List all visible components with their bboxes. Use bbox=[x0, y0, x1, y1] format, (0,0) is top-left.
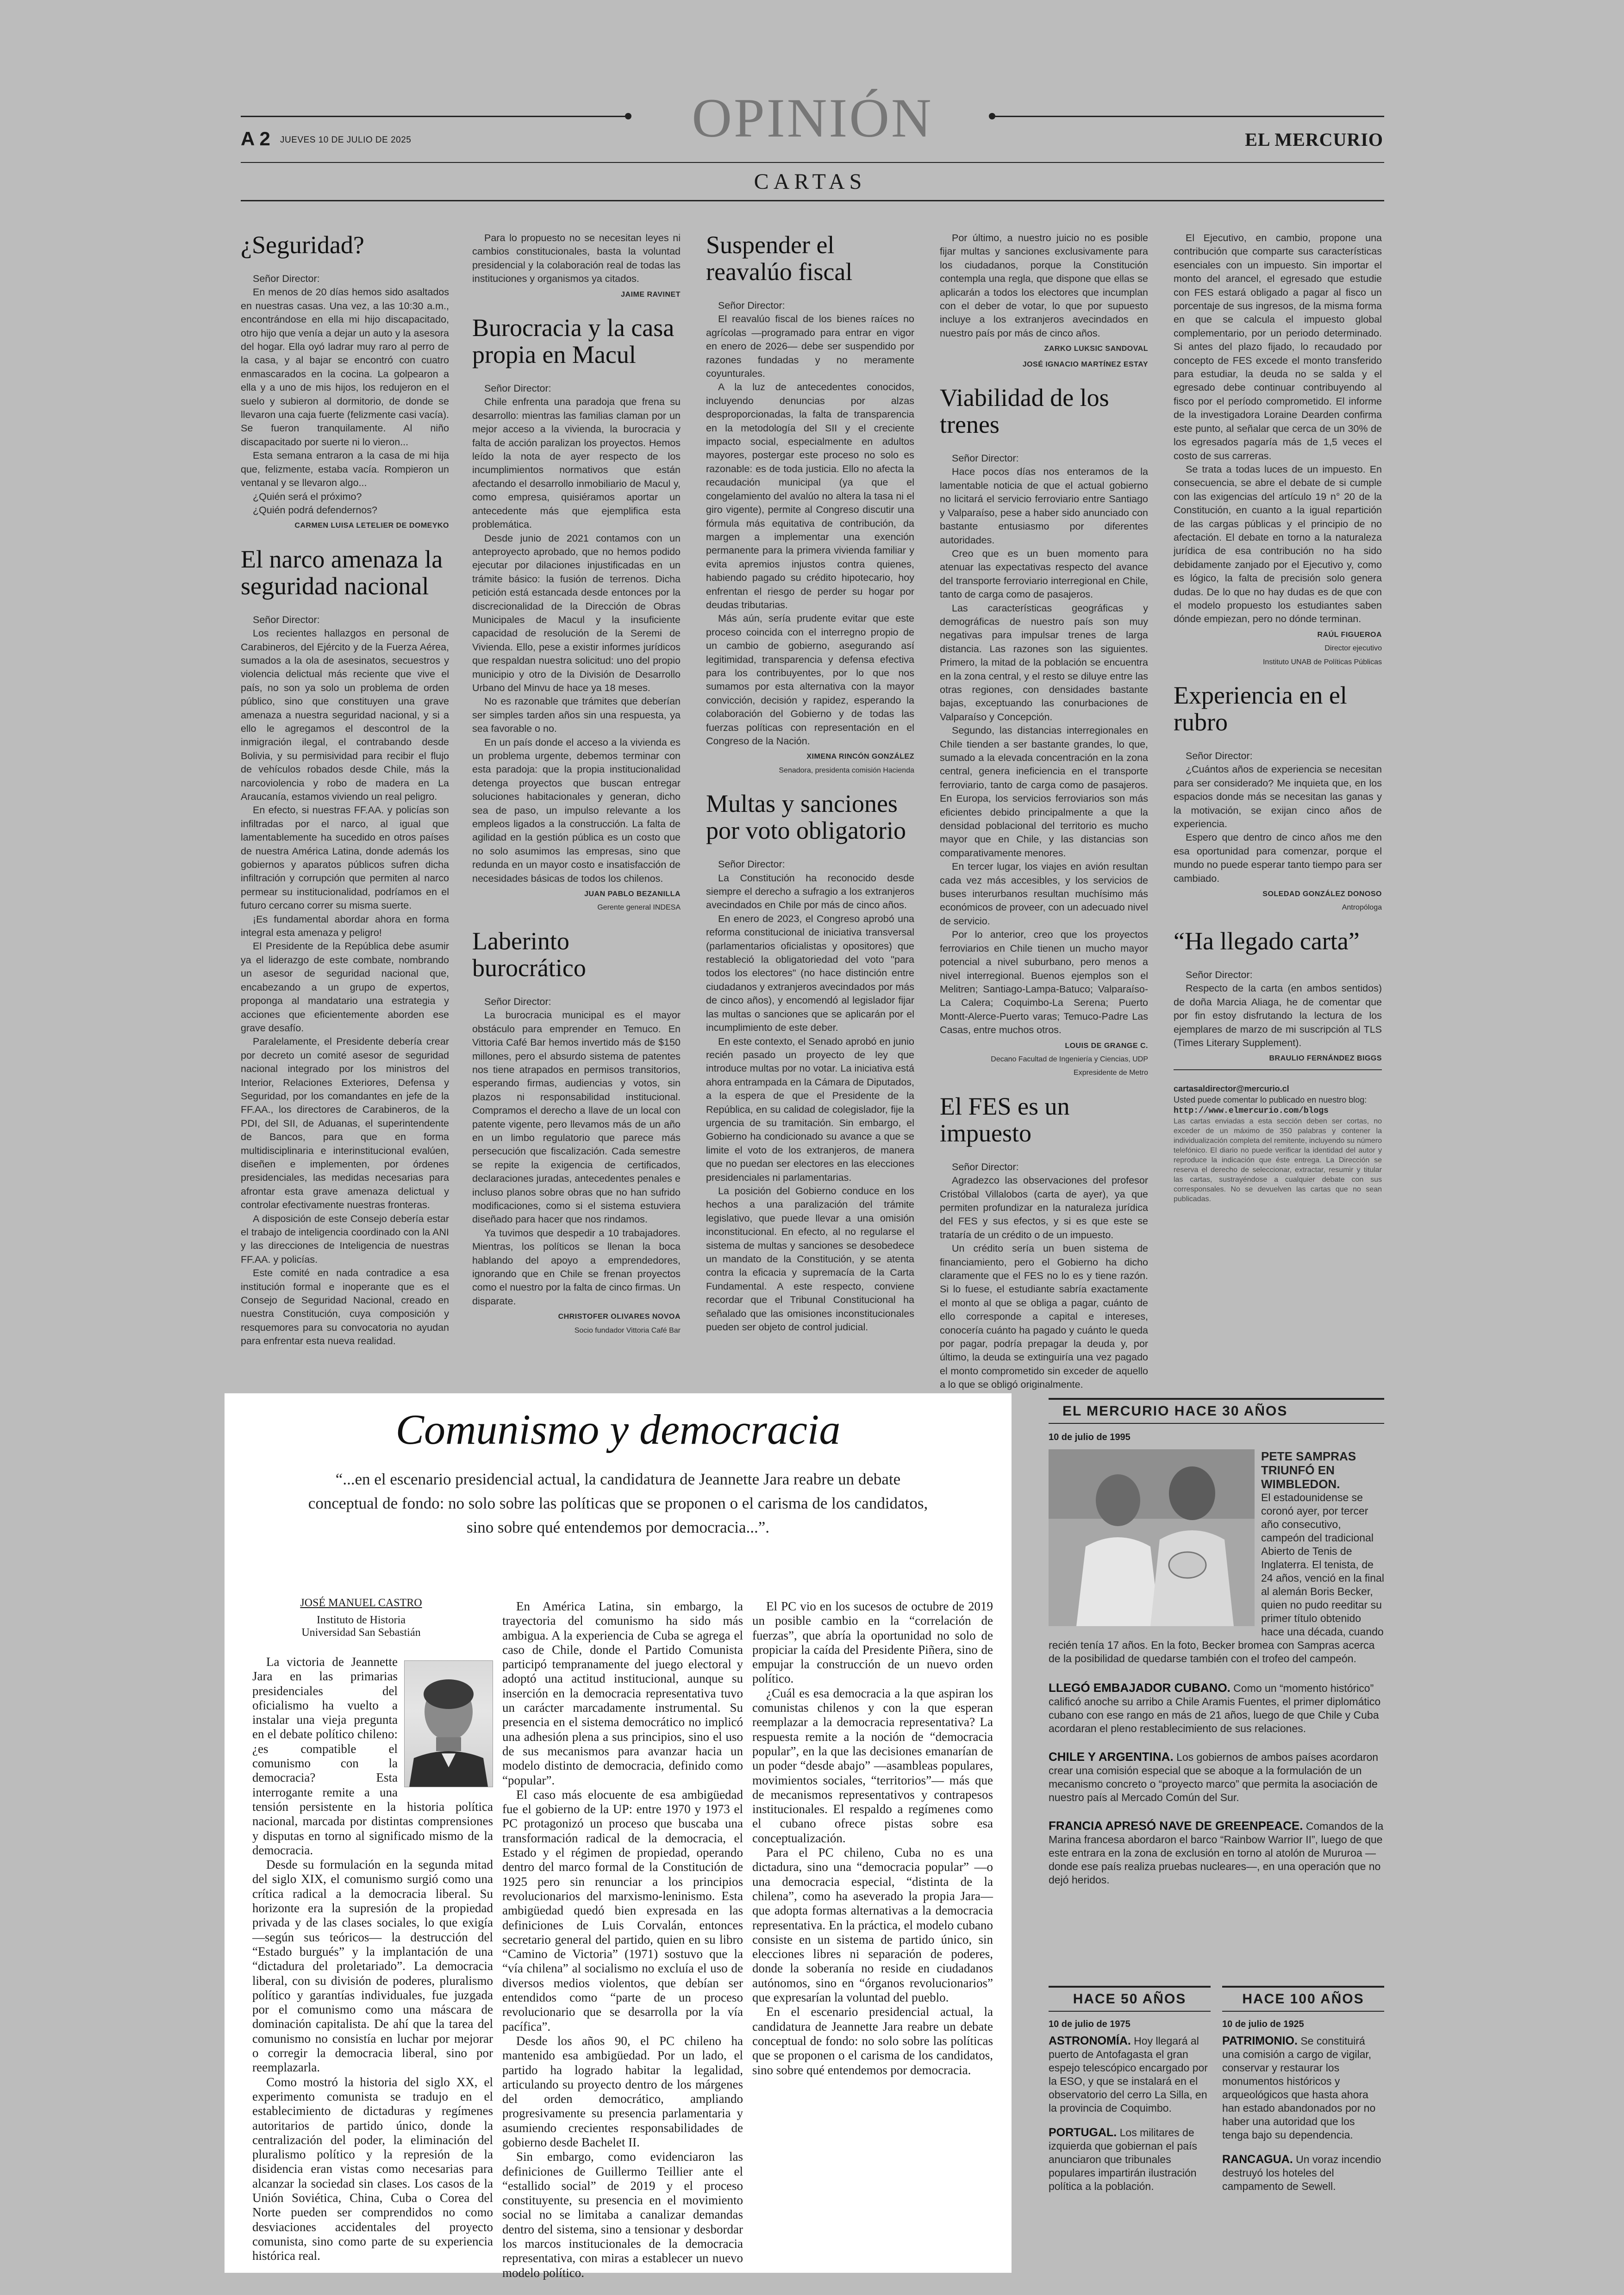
salutation: Señor Director: bbox=[1186, 750, 1253, 761]
letter-paragraph: En tercer lugar, los viajes en avión resultan cada vez más accesibles, y los servicios de buses interurbanos resultan muchísimo más económicos de proveer, con un adecuado nivel de servicio. bbox=[940, 861, 1148, 927]
letter-paragraph: A disposición de este Consejo debería estar el trabajo de inteligencia coordinado con la ANI y las direcciones de Inteligencia de nuestras FF.AA. y policías. bbox=[241, 1213, 449, 1265]
hace-30-header: EL MERCURIO HACE 30 AÑOS bbox=[1049, 1398, 1384, 1424]
letter-paragraph: Desde junio de 2021 contamos con un anteproyecto aprobado, que no hemos podido ejecutar por dilaciones injustificadas en un trámite básico: la fusión de terrenos. Dicha petición está estancada desde entonces por la discrecionalidad de la Dirección de Obras Municipales de Macul y la insuficiente capacidad de resolución de la Seremi de Vivienda. Ello, pese a existir informes jurídicos que respaldan nuestra solicitud: uno del propio municipio y otro de la División de Desarrollo Urbano del Minvu de hace ya 18 meses. bbox=[472, 532, 681, 693]
essay-paragraph: El PC vio en los sucesos de octubre de 2019 un posible cambio en la “correlación de fuerzas”, que abría la oportunidad no solo de propiciar la caída del Presidente Piñera, sino de empujar la construcción de un nuevo orden político. bbox=[752, 1599, 993, 1686]
letter-signer-role: Instituto UNAB de Políticas Públicas bbox=[1262, 658, 1382, 666]
hace-100-header: HACE 100 AÑOS bbox=[1222, 1986, 1384, 2012]
essay-byline bbox=[252, 1597, 470, 1639]
letter-signature: CARMEN LUISA LETELIER DE DOMEYKO bbox=[294, 522, 449, 530]
essay-column-2 bbox=[502, 1599, 743, 2280]
news-headline: PATRIMONIO. bbox=[1222, 2034, 1298, 2047]
hace-30-item bbox=[1049, 1750, 1384, 1804]
letter-paragraph: Agradezco las observaciones del profesor Cristóbal Villalobos (carta de ayer), ya que permiten profundizar en la naturaleza jurídica del FES y sus efectos, y si es que este se trataría de un crédito o de un impuesto. bbox=[940, 1175, 1148, 1241]
letter-signature: SOLEDAD GONZÁLEZ DONOSO bbox=[1262, 890, 1382, 898]
letter-paragraph: Segundo, las distancias interregionales en Chile tienden a ser bastante grandes, lo que, sumado a la elevada concentración en la zona central, genera ineficiencia en el transporte ferroviario, tanto de carga como de pasajeros. En Europa, los servicios ferroviarios son más eficientes debido principalmente a que la densidad poblacional del territorio es mucho mayor que en Chile, y las distancias son comparativamente menores. bbox=[940, 725, 1148, 859]
essay-paragraph: Desde los años 90, el PC chileno ha mantenido esa ambigüedad. Por un lado, el partido ha logrado habitar la legalidad, articulando su proyecto dentro de los márgenes del orden democrático, ampliando progresivamente su presencia parlamentaria y asumiendo crecientes responsabilidades de gobierno desde Bachelet II. bbox=[502, 2033, 743, 2149]
subsection-title: CARTAS bbox=[754, 169, 867, 194]
news-text: Los gobiernos de ambos países acordaron crear una comisión especial que se aboque a la formulación de un mecanismo concreto o “proyecto marco” que permita la asociación de nuestro país al Mercado Común del Sur. bbox=[1049, 1751, 1379, 1803]
letter-paragraph: Para lo propuesto no se necesitan leyes ni cambios constitucionales, basta la voluntad presidencial y la colaboración real de todas las instituciones y organismos ya citados. bbox=[472, 232, 681, 285]
letter-signer-role: Socio fundador Vittoria Café Bar bbox=[574, 1326, 681, 1335]
essay-paragraph: Como mostró la historia del siglo XX, el experimento comunista se tradujo en el establecimiento de dictaduras y regímenes autoritarios de partido único, donde la centralización del poder, la eliminación del pluralismo político y la represión de la disidencia eran vistas como necesarias para alcanzar la sociedad sin clases. Los casos de la Unión Soviética, China, Cuba o Corea del Norte pueden ser comprendidos no como desviaciones accidentales del proyecto comunista, sino como parte de su experiencia histórica real. bbox=[252, 2075, 493, 2263]
essay-column-1 bbox=[252, 1655, 493, 2266]
letter-signature: JOSÉ IGNACIO MARTÍNEZ ESTAY bbox=[1022, 360, 1148, 368]
letter-signer-role: Decano Facultad de Ingeniería y Ciencias, UDP bbox=[991, 1055, 1148, 1063]
hace-100-section bbox=[1222, 1986, 1384, 2273]
letter-fes-continued bbox=[1174, 231, 1382, 669]
letter-paragraph: En enero de 2023, el Congreso aprobó una reforma constitucional de iniciativa transversal (parlamentarios oficialistas y opositores) que restableció la obligatoriedad del voto "para todos los electores" (no hace distinción entre ciudadanos y extranjeros avecindados por más de cinco años), y encomendó al legislador fijar las multas o sanciones que se aplicarán por el incumplimiento de este deber. bbox=[706, 913, 914, 1034]
letter-paragraph: El Presidente de la República debe asumir ya el liderazgo de este combate, nombrando un asesor de seguridad nacional que, encabezando a un grupo de expertos, proponga al mandatario una estrategia y acciones que eficientemente aborden ese grave desafío. bbox=[241, 941, 449, 1034]
letter-seguridad bbox=[241, 231, 449, 533]
letter-paragraph: Los recientes hallazgos en personal de Carabineros, del Ejército y de la Fuerza Aérea, sumados a la ola de asesinatos, secuestros y violencia delictual más reciente que vive el país, no son ya solo un problema de orden público, sino que constituyen una grave amenaza a nuestra seguridad nacional, y si a ello le agregamos el descontrol de la inmigración ilegal, el contrabando desde Bolivia, y su permisividad para recibir el flujo de vehículos robados desde Chile, más la narcoviolencia y robo de madera en La Araucanía, estamos viviendo un real peligro. bbox=[241, 628, 449, 802]
letter-trenes bbox=[940, 384, 1148, 1080]
news-text: Hoy llegará al puerto de Antofagasta el gran espejo telescópico encargado por la ESO, y que se instalará en el observatorio del cerro La Silla, en la provincia de Coquimbo. bbox=[1049, 2035, 1208, 2114]
letter-signature: LOUIS DE GRANGE C. bbox=[1065, 1041, 1148, 1050]
letter-llegado bbox=[1174, 928, 1382, 1070]
letter-title: Viabilidad de los trenes bbox=[940, 384, 1109, 439]
hace-30-item bbox=[1049, 1449, 1384, 1665]
letters-column-5 bbox=[1174, 231, 1382, 1389]
news-headline: PORTUGAL. bbox=[1049, 2126, 1117, 2139]
news-headline: ASTRONOMÍA. bbox=[1049, 2034, 1131, 2047]
letter-paragraph: La posición del Gobierno conduce en los hechos a una paralización del trámite legislativo, que puede llevar a una omisión inconstitucional. En efecto, al no regularse el sistema de multas y sanciones se desobedece un mandato de la Constitución, y se atenta contra la eficacia y supremacía de la Carta Fundamental. A este respecto, conviene recordar que el Tribunal Constitucional ha señalado que las omisiones inconstitucionales pueden ser objeto de control judicial. bbox=[706, 1185, 914, 1333]
contact-box bbox=[1174, 1083, 1382, 1204]
letters-column-3 bbox=[706, 231, 914, 1389]
cartas-rule-top bbox=[241, 162, 1384, 163]
news-headline: PETE SAMPRAS TRIUNFÓ EN WIMBLEDON. bbox=[1261, 1449, 1356, 1491]
letter-paragraph: Este comité en nada contradice a esa institución formal e inoperante que es el Consejo de Seguridad Nacional, creado en nuestra Constitución, cuya composición y resquemores para su convocatoria no ayudan para enfrentar esta nueva realidad. bbox=[241, 1267, 449, 1347]
letter-experiencia bbox=[1174, 682, 1382, 915]
letter-paragraph: ¿Quién podrá defendernos? bbox=[253, 504, 377, 516]
letter-paragraph: ¡Es fundamental abordar ahora en forma integral esta amenaza y peligro! bbox=[241, 913, 449, 939]
letter-title: “Ha llegado carta” bbox=[1174, 927, 1360, 955]
letter-signature: CHRISTOFER OLIVARES NOVOA bbox=[558, 1313, 681, 1321]
news-photo bbox=[1049, 1449, 1255, 1626]
letter-paragraph: Ya tuvimos que despedir a 10 trabajadores. Mientras, los políticos se llenan la boca hablando del apoyo a emprendedores, ignorando que en Chile se frenan proyectos como el nuestro por la falta de cinco firmas. Un disparate. bbox=[472, 1227, 681, 1307]
hace-30-item bbox=[1049, 1819, 1384, 1887]
letter-paragraph: Por lo anterior, creo que los proyectos ferroviarios en Chile tienen un mucho mayor potencial a nivel suburbano, pero menos a nivel interregional. Buenos ejemplos son el Melitren; Santiago-Lampa-Batuco; Valparaíso-La Calera; Coquimbo-La Serena; Puerto Montt-Alerce-Puerto varas; Temuco-Padre Las Casas, entre muchos otros. bbox=[940, 929, 1148, 1036]
essay-paragraph: Desde su formulación en la segunda mitad del siglo XIX, el comunismo surgió como una crítica radical a la democracia liberal. Su horizonte era la supresión de la propiedad privada y de las clases sociales, lo que exigía —según sus teóricos— la destrucción del “Estado burgués” y la implantación de una “dictadura del proletariado”. La democracia liberal, con su división de poderes, pluralismo político y garantías individuales, fue juzgada por el comunismo como una máscara de dominación capitalista. De ahí que la tarea del comunismo no consistía en luchar por mejorar o corregir la democracia liberal, sino por reemplazarla. bbox=[252, 1858, 493, 2075]
salutation: Señor Director: bbox=[952, 453, 1019, 464]
letter-paragraph: Por último, a nuestro juicio no es posible fijar multas y sanciones exclusivamente para los ciudadanos, porque la Constitución contempla una regla, que dispone que ellas se aplicarán a todos los electores que incumplan con el deber de votar, lo que por supuesto incluye a los extranjeros avecindados en nuestro país por más de cinco años. bbox=[940, 232, 1148, 339]
letter-signer-role: Expresidente de Metro bbox=[1074, 1069, 1148, 1077]
letter-paragraph: Chile enfrenta una paradoja que frena su desarrollo: mientras las familias claman por un mejor acceso a la vivienda, la burocracia y falta de acción paralizan los proyectos. Hemos leído la nota de ayer respecto de los incumplimientos normativos que están afectando el desarrollo inmobiliario de Macul y, como empresa, quisiéramos aportar un antecedente más que ejemplifica esta problemática. bbox=[472, 396, 681, 530]
salutation: Señor Director: bbox=[718, 300, 785, 311]
letter-paragraph: Se trata a todas luces de un impuesto. En consecuencia, se abre el debate de si cumple con las exigencias del artículo 19 n° 20 de la Constitución, en cuanto a la igual repartición de las cargas públicas y el principio de no afectación. El debate en torno a la naturaleza jurídica de esa contribución no ha sido debidamente zanjado por el Ejecutivo y, como es lógico, la falta de precisión solo genera dudas. De lo que no hay dudas es de que con el modelo propuesto los estudiantes saben dónde empiezan, pero no dónde terminan. bbox=[1174, 463, 1382, 625]
news-text: Los militares de izquierda que gobiernan el país anunciaron que tribunales populares impartirán ilustración política a la población. bbox=[1049, 2127, 1197, 2192]
essay-paragraph: ¿Cuál es esa democracia a la que aspiran los comunistas chilenos y con la que esperan reemplazar a la democracia representativa? La respuesta remite a la noción de “democracia popular”, en la que las decisiones emanarían de un poder “desde abajo” —asambleas populares, movimientos sociales, “territorios”— más que de mecanismos representativos y contrapesos institucionales. El respaldo a regímenes como el cubano ofrece pistas sobre esa conceptualización. bbox=[752, 1686, 993, 1845]
essay-paragraph: Para el PC chileno, Cuba no es una dictadura, sino una “democracia popular” —o una democracia especial, “distinta de la chilena”, como ha aseverado la propia Jara— que adopta formas alternativas a la democracia representativa. En la práctica, el modelo cubano consiste en un sistema de partido único, sin elecciones libres ni separación de poderes, donde la soberanía no reside en ciudadanos autónomos, sino en “órganos revolucionarios” que expresarían la voluntad del pueblo. bbox=[752, 1846, 993, 2005]
news-text: Comandos de la Marina francesa abordaron el barco “Rainbow Warrior II”, luego de que este entrara en la zona de exclusión en torno al atolón de Mururoa —donde ese país realiza pruebas nucleares—, en una operación que no dejó heridos. bbox=[1049, 1820, 1384, 1886]
letter-title: Laberinto burocrático bbox=[472, 927, 586, 982]
letter-paragraph: A la luz de antecedentes conocidos, incluyendo denuncias por alzas desproporcionadas, la falta de transparencia en la metodología del SII y el creciente impacto social, especialmente en adultos mayores, postergar este proceso no solo es razonable: es de toda justicia. Ello no afecta la recaudación municipal (ya que el congelamiento del avalúo no altera la tasa ni el giro vigente), permite al Congreso discutir una fórmula más equitativa de contribución, da margen a implementar una exención permanente para la primera vivienda familiar y evita apremios injustos contra quienes, habiendo pagado su crédito hipotecario, hoy enfrentan el riesgo de perder su hogar por deudas tributarias. bbox=[706, 381, 914, 611]
salutation: Señor Director: bbox=[484, 383, 551, 394]
letter-signature: JUAN PABLO BEZANILLA bbox=[584, 890, 681, 898]
letters-column-4 bbox=[940, 231, 1148, 1389]
letter-paragraph: La burocracia municipal es el mayor obstáculo para emprender en Temuco. En Vittoria Café Bar hemos invertido más de $150 millones, pero el absurdo sistema de patentes nos tiene atrapados en permisos transitorios, esperando firmas, audiencias y votos, sin plazos ni responsabilidad institucional. Compramos el derecho a llave de un local con patente vigente, pero llevamos más de un año en un limbo regulatorio que parece más persecución que fiscalización. Cada semestre se repite la exigencia de certificados, declaraciones juradas, antecedentes penales e incluso planos sobre obras que no han sufrido modificaciones, como si el sistema estuviera diseñado para hacer que nos rindamos. bbox=[472, 1010, 681, 1225]
hace-30-item bbox=[1049, 1681, 1384, 1735]
section-title: OPINIÓN bbox=[692, 87, 933, 149]
essay-affiliation: Instituto de Historia bbox=[317, 1614, 406, 1626]
letter-signer-role: Antropóloga bbox=[1342, 904, 1382, 912]
news-text: Se constituirá una comisión a cargo de vigilar, conservar y restaurar los monumentos históricos y arqueológicos que hasta ahora han estado abandonados por no haber una autoridad que los tenga bajo su dependencia. bbox=[1222, 2035, 1376, 2141]
letter-paragraph: Un crédito sería un buen sistema de financiamiento, pero el Gobierno ha dicho claramente que el FES no lo es y tiene razón. Si lo fuese, el estudiante sabría exactamente el monto al que se obliga a pagar, cuánto de ello corresponde a capital e intereses, conocería cuánto ha pagado y cuánto le queda por pagar, podría prepagar la deuda y, por último, la deuda se extinguiría una vez pagado el monto comprometido sin exceder de aquello a lo que se obligó originalmente. bbox=[940, 1243, 1148, 1391]
contact-notice: Las cartas enviadas a esta sección deben ser cortas, no exceder de un máximo de 350 palabras y contener la individualización completa del remitente, incluyendo su número telefónico. El diario no puede verificar la identidad del autor y reproduce la indicación que éste entrega. La Dirección se reserva el derecho de seleccionar, extractar, resumir y titular las cartas, sustrayéndose a cualquier debate con sus corresponsales. No se devuelven las cartas que no sean publicadas. bbox=[1174, 1117, 1382, 1203]
header-rule-right bbox=[993, 116, 1384, 117]
letter-paragraph: Respecto de la carta (en ambos sentidos) de doña Marcia Aliaga, he de comentar que por fin estoy disfrutando la lectura de los ejemplares de marzo de mi suscripción al TLS (Times Literary Supplement). bbox=[1174, 983, 1382, 1048]
news-headline: LLEGÓ EMBAJADOR CUBANO. bbox=[1049, 1681, 1230, 1695]
letter-paragraph: En efecto, si nuestras FF.AA. y policías son infiltradas por el narco, al igual que lamentablemente ha sucedido en otros países de nuestra América Latina, donde además los gobiernos y aparatos públicos sufren dicha infiltración y corrupción que permiten al narco permear su institucionalidad, podríamos en el futuro cercano correr su misma suerte. bbox=[241, 804, 449, 911]
page-number: A 2 bbox=[241, 128, 270, 150]
salutation: Señor Director: bbox=[253, 614, 320, 625]
hace-50-section bbox=[1049, 1986, 1211, 2273]
cartas-rule-bottom bbox=[241, 200, 1384, 201]
essay-title: Comunismo y democracia bbox=[395, 1406, 841, 1453]
rule-dot-left bbox=[625, 113, 631, 119]
letter-signature: BRAULIO FERNÁNDEZ BIGGS bbox=[1174, 1052, 1382, 1070]
letter-title: Suspender el reavalúo fiscal bbox=[706, 231, 853, 286]
letter-signature: ZARKO LUKSIC SANDOVAL bbox=[1044, 345, 1148, 353]
letters-column-2 bbox=[472, 231, 681, 1389]
author-photo bbox=[404, 1660, 493, 1787]
essay-paragraph: En América Latina, sin embargo, la trayectoria del comunismo ha sido más ambigua. A la experiencia de Cuba se agrega el caso de Chile, donde el Partido Comunista participó tempranamente del juego electoral y adoptó una actitud institucional, aunque su inserción en la democracia representativa tuvo un carácter marcadamente instrumental. Su presencia en el sistema democrático no implicó una adhesión plena a sus principios, sino el uso de sus mecanismos para avanzar hacia un modelo distinto de democracia, definido como “popular”. bbox=[502, 1599, 743, 1787]
letter-laberinto bbox=[472, 928, 681, 1337]
letter-paragraph: ¿Quién será el próximo? bbox=[253, 491, 362, 502]
letter-paragraph: En un país donde el acceso a la vivienda es un problema urgente, debemos terminar con esta paradoja: que la propia institucionalidad detenga proyectos que buscan entregar soluciones habitacionales y generan, dicho sea de paso, un impulso relevante a los empleos ligados a la construcción. La falta de agilidad en la gestión pública es un costo que no solo asumimos las empresas, sino que redunda en un mayor costo e insatisfacción de necesidades básicas de todos los chilenos. bbox=[472, 736, 681, 884]
letter-narco bbox=[241, 546, 449, 1348]
letter-title: Multas y sanciones por voto obligatorio bbox=[706, 790, 906, 845]
hace-100-item bbox=[1222, 2153, 1384, 2193]
hace-100-item bbox=[1222, 2034, 1384, 2142]
letter-fes bbox=[940, 1093, 1148, 1392]
header-rule-left bbox=[241, 116, 627, 117]
salutation: Señor Director: bbox=[952, 1161, 1019, 1172]
letter-paragraph: Espero que dentro de cinco años me den esa oportunidad para comenzar, porque el mundo no puede esperar tanto tiempo para ser cambiado. bbox=[1174, 832, 1382, 884]
news-text: Como un “momento histórico” calificó anoche su arribo a Chile Aramis Fuentes, el primer diplomático cubano con ese rango en más de 21 años, luego de que Chile y Cuba acordaran el pleno restablecimiento de sus relaciones. bbox=[1049, 1682, 1381, 1734]
letter-paragraph: Hace pocos días nos enteramos de la lamentable noticia de que el actual gobierno no licitará el servicio ferroviario entre Santiago y Valparaíso, pese a haber sido anunciado con bastante entusiasmo por diferentes autoridades. bbox=[940, 466, 1148, 546]
contact-blog-line: Usted puede comentar lo publicado en nuestro blog: bbox=[1174, 1095, 1367, 1104]
contact-blog-link[interactable]: http://www.elmercurio.com/blogs bbox=[1174, 1106, 1329, 1116]
letter-paragraph: El reavalúo fiscal de los bienes raíces no agrícolas —programado para entrar en vigor en enero de 2026— debe ser suspendido por razones fundadas y no meramente coyunturales. bbox=[706, 313, 914, 380]
letter-paragraph: En este contexto, el Senado aprobó en junio recién pasado un proyecto de ley que introduce multas por no votar. La iniciativa está ahora entrampada en la Cámara de Diputados, a la espera de que el Presidente de la República, en su calidad de colegislador, fije la urgencia de su tramitación. Sin embargo, el Gobierno ha condicionado su avance a que se limite el voto de los extranjeros, de manera que no puedan ser electores en las elecciones presidenciales ni parlamentarias. bbox=[706, 1035, 914, 1183]
hace-50-header: HACE 50 AÑOS bbox=[1049, 1986, 1211, 2012]
letter-multas bbox=[706, 790, 914, 1334]
letter-paragraph: Esta semana entraron a la casa de mi hija que, felizmente, estaba vacía. Rompieron un ventanal y se llevaron algo... bbox=[241, 450, 449, 489]
essay-panel bbox=[225, 1393, 1012, 2280]
letters-column-1 bbox=[241, 231, 449, 1389]
letter-paragraph: Paralelamente, el Presidente debería crear por decreto un comité asesor de seguridad nacional integrado por los ministros del Interior, Relaciones Exteriores, Defensa y Seguridad, por los comandantes en jefe de la FF.AA., los directores de Carabineros, de la PDI, del SII, de Aduanas, el superintendente de Bancos, para que en forma multidisciplinaria e interinstitucional evalúen, diseñen e implementen, por órdenes presidenciales, las medidas necesarias para afrontar esta grave amenaza delictual y controlar efectivamente nuestras fronteras. bbox=[241, 1036, 449, 1211]
essay-paragraph: En el escenario presidencial actual, la candidatura de Jeannette Jara reabre un debate conceptual de fondo: no solo sobre las políticas que se proponen o el carisma de los candidatos, sino sobre qué entendemos por democracia. bbox=[752, 2005, 993, 2077]
news-text: El estadounidense se coronó ayer, por tercer año consecutivo, campeón del tradicional Abierto de Tenis de Inglaterra. El tenista, de 24 años, venció en la final al alemán Boris Becker, quien no pudo reeditar su primer título obtenido hace una década, cuando recién tenía 17 años. En la foto, Becker bromea con Sampras acerca de la posibilidad de quedarse también con el trofeo del campeón. bbox=[1049, 1491, 1384, 1665]
letter-title: El narco amenaza la seguridad nacional bbox=[241, 545, 443, 600]
essay-paragraph: Sin embargo, como evidenciaron las definiciones de Guillermo Teillier ante el “estallido social” de 2019 y el proceso constituyente, su presencia en el movimiento social no se limitaba a canalizar demandas dentro del sistema, sino a tensionar y desbordar los marcos institucionales de la democracia representativa, con miras a establecer un nuevo modelo político. bbox=[502, 2150, 743, 2280]
contact-email[interactable]: cartasaldirector@mercurio.cl bbox=[1174, 1084, 1289, 1093]
letter-signature: XIMENA RINCÓN GONZÁLEZ bbox=[806, 753, 914, 761]
essay-dek: “...en el escenario presidencial actual, la candidatura de Jeannette Jara reabre un debate conceptual de fondo: no solo sobre las políticas que se proponen o el carisma de los candidatos, sino sobre qué entendemos por democracia...”. bbox=[308, 1470, 928, 1536]
news-headline: CHILE Y ARGENTINA. bbox=[1049, 1750, 1174, 1764]
hace-50-item bbox=[1049, 2034, 1211, 2115]
salutation: Señor Director: bbox=[718, 859, 785, 870]
letter-title: El FES es un impuesto bbox=[940, 1092, 1070, 1147]
letter-paragraph: Creo que es un buen momento para atenuar las expectativas respecto del avance del transporte ferroviario interregional en Chile, tanto de carga como de pasajeros. bbox=[940, 548, 1148, 600]
letter-paragraph: Más aún, sería prudente evitar que este proceso coincida con el interregno propio de un cambio de gobierno, asegurando así legitimidad, transparencia y defensa efectiva para los contribuyentes, por lo que nos sumamos por esta alternativa con la mayor convicción, decisión y rapidez, esperando la colaboración del Gobierno y de todas las fuerzas políticas con representación en el Congreso de la Nación. bbox=[706, 613, 914, 747]
essay-column-3 bbox=[752, 1599, 993, 2266]
hace-100-date: 10 de julio de 1925 bbox=[1222, 2019, 1304, 2029]
letter-title: Experiencia en el rubro bbox=[1174, 681, 1347, 736]
letter-signature: JAIME RAVINET bbox=[621, 290, 681, 299]
letter-paragraph: En menos de 20 días hemos sido asaltados en nuestras casas. Una vez, a las 10:30 a.m., encontrándose en ella mi hijo discapacitado, otro hijo que venía a dejar un auto y la asesora del hogar. Ella oyó ladrar muy raro al perro de la casa, y al bajar se encontró con cuatro enmascarados en la cocina. La golpearon a ella y a uno de mis hijos, los redujeron en el suelo y subieron al dormitorio, de donde se llevaron una caja fuerte (felizmente casi vacía). Se fueron tranquilamente. Al niño discapacitado por suerte ni lo vieron... bbox=[241, 287, 449, 448]
hace-50-item bbox=[1049, 2126, 1211, 2193]
essay-paragraph: El caso más elocuente de esa ambigüedad fue el gobierno de la UP: entre 1970 y 1973 el PC protagonizó un proceso que buscaba una transformación radical de la democracia, el Estado y el régimen de propiedad, operando dentro del marco formal de la Constitución de 1925 pero sin renunciar a los principios revolucionarios del marxismo-leninismo. Esta ambigüedad quedó bien expresada en las definiciones de Luis Corvalán, entonces secretario general del partido, quien en su libro “Camino de Victoria” (1971) sostuvo que la “vía chilena” al socialismo no excluía el uso de diversos medios violentos, que debían ser entendidos como “parte de un proceso revolucionario que se desarrolla por la vía pacífica”. bbox=[502, 1787, 743, 2033]
author-portrait-icon bbox=[405, 1661, 493, 1787]
letter-title: Burocracia y la casa propia en Macul bbox=[472, 314, 675, 369]
rule-dot-right bbox=[989, 113, 995, 119]
salutation: Señor Director: bbox=[1186, 969, 1253, 980]
letter-paragraph: Las características geográficas y demográficas de nuestro país son muy negativas para impulsar trenes de larga distancia. Las razones son las siguientes. Primero, la mitad de la población se encuentra en la zona central, y el resto se diluye entre las otras regiones, con densidades bastante bajas, exceptuando las conurbaciones de Valparaíso y Concepción. bbox=[940, 602, 1148, 723]
hace-30-date: 10 de julio de 1995 bbox=[1049, 1432, 1131, 1442]
letter-signer-role: Gerente general INDESA bbox=[597, 904, 681, 912]
letter-signature: RAÚL FIGUEROA bbox=[1317, 630, 1382, 639]
letter-signer-role: Director ejecutivo bbox=[1324, 644, 1382, 653]
letter-burocracia bbox=[472, 314, 681, 915]
letter-narco-continued bbox=[472, 231, 681, 301]
letter-reavaluo bbox=[706, 231, 914, 777]
news-text: Un voraz incendio destruyó los hoteles del campamento de Sewell. bbox=[1222, 2153, 1381, 2192]
letter-paragraph: No es razonable que trámites que deberían ser simples tarden años sin una respuesta, ya sea favorable o no. bbox=[472, 696, 681, 735]
letter-paragraph: El Ejecutivo, en cambio, propone una contribución que comparte sus características esenciales con un impuesto. Sin importar el monto del arancel, el egresado que estudie con FES estará obligado a pagar al fisco un porcentaje de sus ingresos, de la misma forma en que se calcula el impuesto global complementario, por un periodo determinado. Si antes del plazo fijado, lo recaudado por concepto de FES excede el monto transferido para estudiar, la deuda no se salda y el egresado debe continuar contribuyendo al fisco por el período comprometido. El informe de la investigadora Loraine Dearden confirma este punto, al señalar que cerca de un 30% de los egresados pagaría más de 1,5 veces el costo de sus carreras. bbox=[1174, 232, 1382, 461]
letter-paragraph: La Constitución ha reconocido desde siempre el derecho a sufragio a los extranjeros avecindados en Chile por más de cinco años. bbox=[706, 872, 914, 911]
news-headline: RANCAGUA. bbox=[1222, 2153, 1293, 2166]
hace-50-date: 10 de julio de 1975 bbox=[1049, 2019, 1131, 2029]
essay-affiliation: Universidad San Sebastián bbox=[301, 1627, 421, 1639]
letter-title: ¿Seguridad? bbox=[241, 231, 364, 259]
tennis-players-photo-icon bbox=[1049, 1449, 1255, 1626]
salutation: Señor Director: bbox=[484, 996, 551, 1007]
essay-paragraph: La victoria de Jeannette Jara en las primarias presidenciales del oficialismo ha vuelto a instalar una vieja pregunta en el debate político chileno: ¿es compatible el comunismo con la democracia? Esta interrogante remite a una tensión persistente en la historia política nacional, marcada por distintas comprensiones y disputas en torno al significado mismo de la democracia. bbox=[252, 1655, 493, 1857]
letter-multas-continued bbox=[940, 231, 1148, 371]
essay-author: JOSÉ MANUEL CASTRO bbox=[300, 1597, 422, 1609]
letter-paragraph: ¿Cuántos años de experiencia se necesitan para ser considerado? Me inquieta que, en los espacios donde más se necesitan las ganas y la motivación, se exijan cinco años de experiencia. bbox=[1174, 764, 1382, 830]
issue-date: JUEVES 10 DE JULIO DE 2025 bbox=[280, 135, 412, 145]
news-headline: FRANCIA APRESÓ NAVE DE GREENPEACE. bbox=[1049, 1819, 1303, 1833]
salutation: Señor Director: bbox=[253, 273, 320, 284]
brand-logo: EL MERCURIO bbox=[1245, 129, 1383, 150]
letter-signer-role: Senadora, presidenta comisión Hacienda bbox=[779, 766, 914, 774]
